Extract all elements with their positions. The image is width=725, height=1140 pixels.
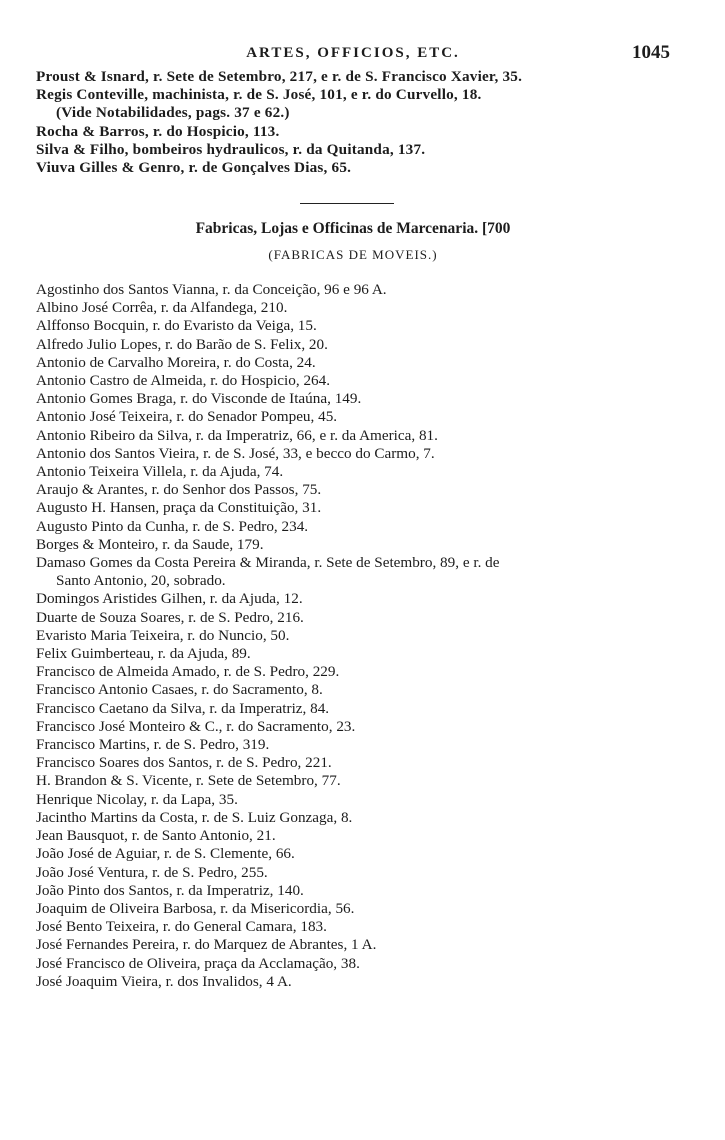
list-item: Joaquim de Oliveira Barbosa, r. da Misericordia, 56.	[36, 899, 355, 917]
list-item: Antonio dos Santos Vieira, r. de S. José, 33, e becco do Carmo, 7.	[36, 444, 435, 462]
list-item: Alfredo Julio Lopes, r. do Barão de S. Felix, 20.	[36, 335, 328, 353]
list-item: José Fernandes Pereira, r. do Marquez de Abrantes, 1 A.	[36, 936, 377, 954]
list-item: Silva & Filho, bombeiros hydraulicos, r. da Quitanda, 137.	[36, 140, 426, 158]
page-header	[36, 40, 670, 66]
list-item: Borges & Monteiro, r. da Saude, 179.	[36, 535, 264, 553]
section-divider	[300, 203, 394, 204]
list-item: Antonio Ribeiro da Silva, r. da Imperatriz, 66, e r. da America, 81.	[36, 426, 438, 444]
list-item-continuation: Santo Antonio, 20, sobrado.	[56, 572, 226, 590]
list-item: Antonio de Carvalho Moreira, r. do Costa, 24.	[36, 353, 316, 371]
list-item: Evaristo Maria Teixeira, r. do Nuncio, 50.	[36, 626, 290, 644]
section-subtitle: (FABRICAS DE MOVEIS.)	[268, 247, 438, 262]
list-item: Francisco Antonio Casaes, r. do Sacramento, 8.	[36, 681, 323, 699]
list-item: Francisco de Almeida Amado, r. de S. Pedro, 229.	[36, 663, 340, 681]
list-item: Alffonso Bocquin, r. do Evaristo da Veiga, 15.	[36, 317, 317, 335]
list-item: João Pinto dos Santos, r. da Imperatriz, 140.	[36, 881, 304, 899]
list-item: Proust & Isnard, r. Sete de Setembro, 217, e r. de S. Francisco Xavier, 35.	[36, 68, 523, 85]
list-item: João José de Aguiar, r. de S. Clemente, 66.	[36, 845, 295, 863]
list-item: Domingos Aristides Gilhen, r. da Ajuda, 12.	[36, 590, 303, 608]
entries-list	[36, 281, 676, 991]
list-item: Araujo & Arantes, r. do Senhor dos Passos, 75.	[36, 481, 322, 499]
list-item: Antonio Gomes Braga, r. do Visconde de Itaúna, 149.	[36, 390, 362, 408]
list-item: Antonio Teixeira Villela, r. da Ajuda, 74.	[36, 463, 284, 481]
list-item-note: (Vide Notabilidades, pags. 37 e 62.)	[56, 104, 290, 122]
list-item: Damaso Gomes da Costa Pereira & Miranda, r. Sete de Setembro, 89, e r. de	[36, 554, 500, 572]
list-item: José Joaquim Vieira, r. dos Invalidos, 4 A.	[36, 972, 292, 990]
list-item: Antonio José Teixeira, r. do Senador Pompeu, 45.	[36, 408, 338, 426]
page-number: 1045	[632, 42, 670, 63]
list-item: Albino José Corrêa, r. da Alfandega, 210.	[36, 299, 288, 317]
list-item: Jacintho Martins da Costa, r. de S. Luiz Gonzaga, 8.	[36, 808, 353, 826]
continued-entries	[36, 68, 676, 177]
list-item: H. Brandon & S. Vicente, r. Sete de Setembro, 77.	[36, 772, 341, 790]
list-item: Jean Bausquot, r. de Santo Antonio, 21.	[36, 827, 276, 845]
list-item: Francisco José Monteiro & C., r. do Sacramento, 23.	[36, 717, 356, 735]
list-item: Francisco Caetano da Silva, r. da Imperatriz, 84.	[36, 699, 330, 717]
list-item: Felix Guimberteau, r. da Ajuda, 89.	[36, 645, 251, 663]
list-item: Regis Conteville, machinista, r. de S. José, 101, e r. do Curvello, 18.	[36, 86, 482, 104]
section-title: Fabricas, Lojas e Officinas de Marcenaria. [700	[195, 220, 511, 237]
list-item: Viuva Gilles & Genro, r. de Gonçalves Dias, 65.	[36, 159, 352, 177]
list-item: Francisco Martins, r. de S. Pedro, 319.	[36, 736, 270, 754]
list-item: Francisco Soares dos Santos, r. de S. Pedro, 221.	[36, 754, 332, 772]
list-item: Duarte de Souza Soares, r. de S. Pedro, 216.	[36, 608, 304, 626]
list-item: Antonio Castro de Almeida, r. do Hospicio, 264.	[36, 372, 331, 390]
list-item: Rocha & Barros, r. do Hospicio, 113.	[36, 122, 280, 140]
list-item: Agostinho dos Santos Vianna, r. da Conceição, 96 e 96 A.	[36, 281, 387, 298]
list-item: Augusto Pinto da Cunha, r. de S. Pedro, 234.	[36, 517, 309, 535]
running-head: ARTES, OFFICIOS, ETC.	[246, 45, 460, 61]
list-item: Augusto H. Hansen, praça da Constituição, 31.	[36, 499, 322, 517]
list-item: José Francisco de Oliveira, praça da Acclamação, 38.	[36, 954, 360, 972]
list-item: José Bento Teixeira, r. do General Camara, 183.	[36, 918, 327, 936]
list-item: Henrique Nicolay, r. da Lapa, 35.	[36, 790, 238, 808]
list-item: João José Ventura, r. de S. Pedro, 255.	[36, 863, 268, 881]
